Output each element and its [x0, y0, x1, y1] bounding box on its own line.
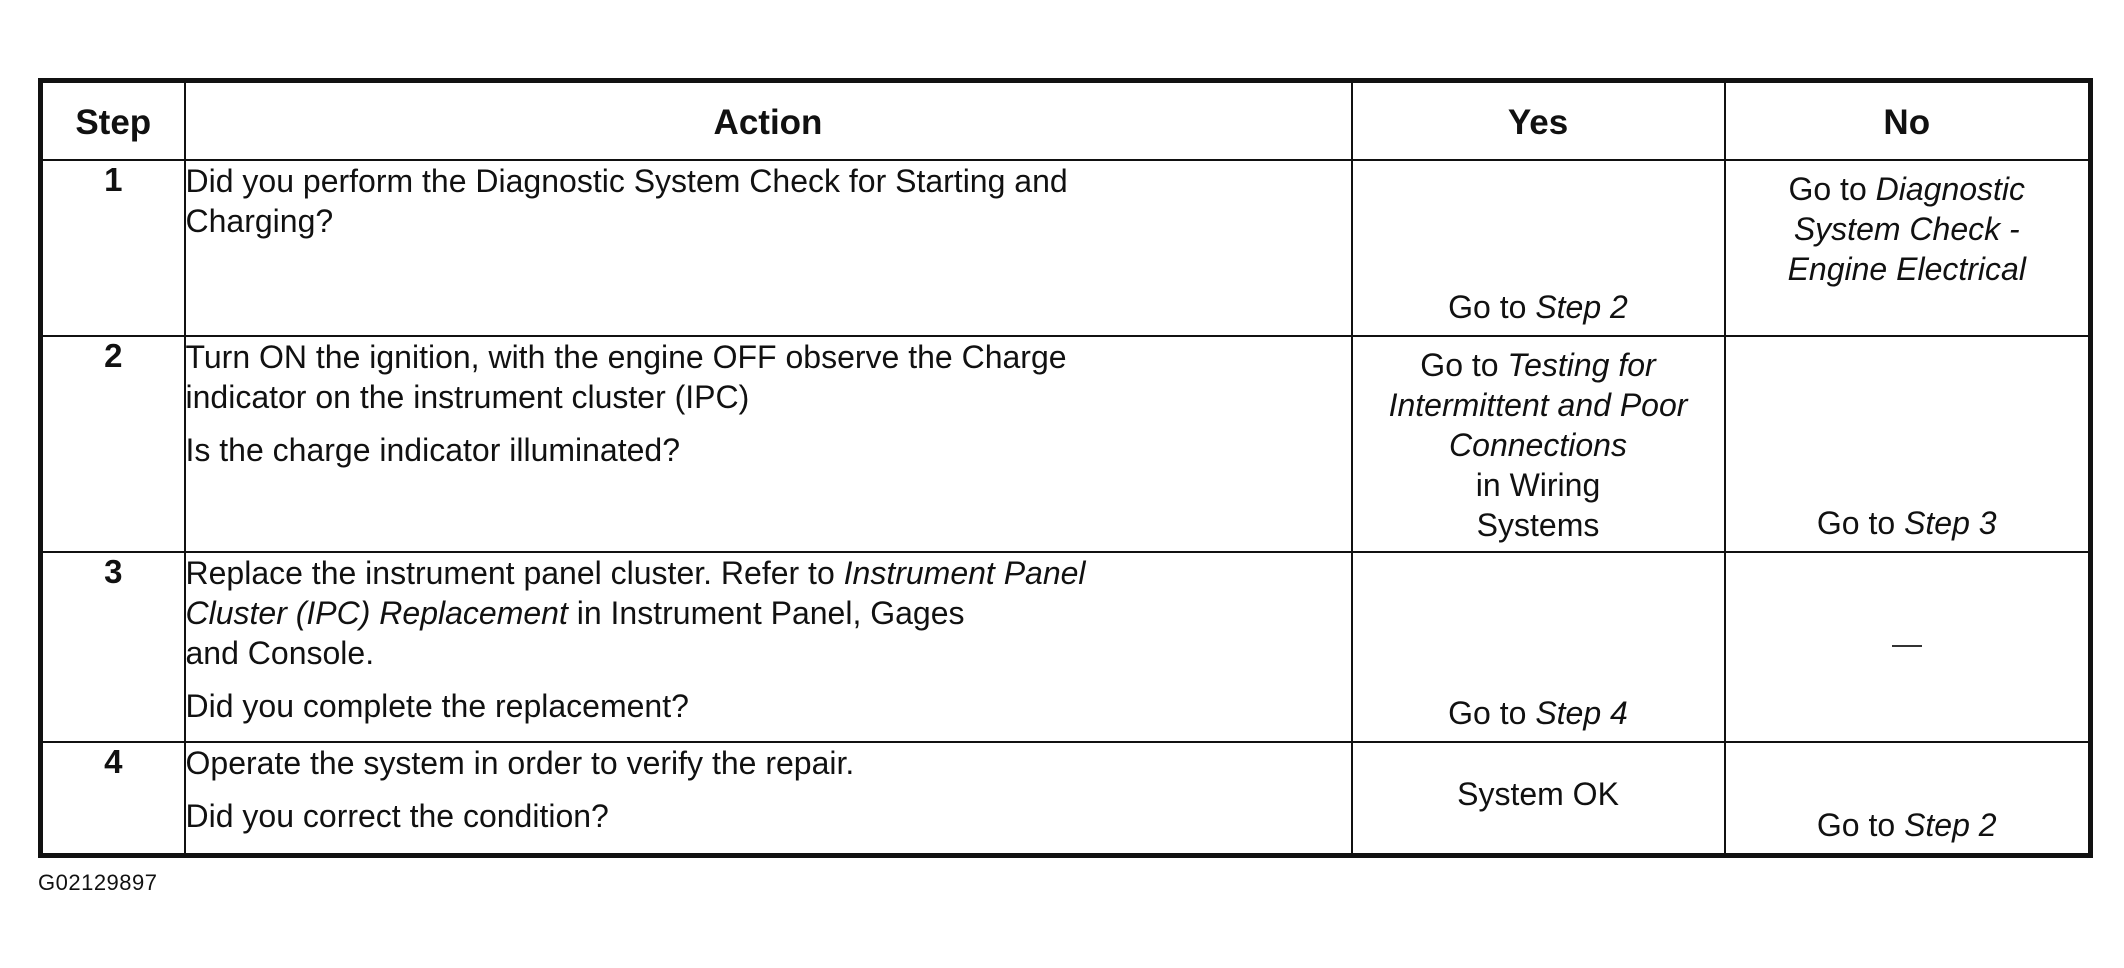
no-result: Go to Step 2	[1816, 807, 1997, 843]
action-text: Replace the instrument panel cluster. Refer to Instrument Panel	[185, 555, 1086, 591]
step-number: 4	[41, 742, 185, 856]
yes-cell	[1352, 160, 1725, 336]
no-cell	[1725, 552, 2091, 742]
action-question: Is the charge indicator illuminated?	[185, 432, 680, 468]
procedure-reference: Intermittent and Poor	[1388, 387, 1688, 423]
step-reference: Step 2	[1904, 807, 1997, 843]
header-step: Step	[41, 81, 185, 161]
action-text: Operate the system in order to verify the repair.	[185, 745, 855, 781]
header-row	[41, 81, 2091, 161]
action-cell	[185, 336, 1352, 552]
step-reference: Step 4	[1535, 695, 1628, 731]
yes-result: Go to Testing for Intermittent and Poor Connections in Wiring Systems	[1353, 337, 1724, 545]
yes-cell	[1352, 336, 1725, 552]
no-cell	[1725, 160, 2091, 336]
procedure-location: in Wiring	[1475, 467, 1601, 503]
header-yes: Yes	[1352, 81, 1725, 161]
no-cell	[1725, 336, 2091, 552]
yes-result: Go to Step 4	[1448, 695, 1628, 731]
procedure-reference: Connections	[1449, 427, 1627, 463]
header-no: No	[1725, 81, 2091, 161]
table-row	[41, 336, 2091, 552]
figure-id: G02129897	[38, 870, 158, 895]
no-result: Go to Step 3	[1816, 505, 1997, 541]
header-action: Action	[185, 81, 1352, 161]
action-cell	[185, 742, 1352, 856]
yes-result: System OK	[1457, 776, 1619, 812]
table-row	[41, 552, 2091, 742]
action-text: Turn ON the ignition, with the engine OFF observe the Charge	[185, 339, 1067, 375]
procedure-location: Systems	[1476, 507, 1600, 543]
procedure-reference: Testing for	[1507, 347, 1656, 383]
step-number: 3	[41, 552, 185, 742]
not-applicable-dash	[1892, 645, 1922, 647]
action-text: and Console.	[185, 635, 375, 671]
no-result	[1726, 623, 2089, 663]
procedure-reference: Cluster (IPC) Replacement	[185, 595, 568, 631]
no-cell	[1725, 742, 2091, 856]
step-number: 1	[41, 160, 185, 336]
action-text: Cluster (IPC) Replacement in Instrument Panel, Gages	[185, 595, 965, 631]
step-reference: Step 3	[1904, 505, 1997, 541]
table-row	[41, 160, 2091, 336]
step-reference: Step 2	[1535, 289, 1628, 325]
procedure-reference: Diagnostic	[1875, 171, 2026, 207]
no-result: Go to Diagnostic System Check - Engine Electrical	[1726, 161, 2089, 289]
procedure-reference: System Check -	[1793, 211, 2020, 247]
procedure-reference: Engine Electrical	[1787, 251, 2026, 287]
table-row	[41, 742, 2091, 856]
yes-cell	[1352, 742, 1725, 856]
action-question: Did you complete the replacement?	[185, 688, 689, 724]
yes-cell	[1352, 552, 1725, 742]
action-cell	[185, 552, 1352, 742]
action-text: indicator on the instrument cluster (IPC)	[185, 379, 750, 415]
diagnostic-table	[38, 78, 2093, 858]
action-question: Did you correct the condition?	[185, 798, 609, 834]
step-number: 2	[41, 336, 185, 552]
action-text: Charging?	[185, 203, 334, 239]
yes-result: Go to Step 2	[1448, 289, 1628, 325]
procedure-reference: Instrument Panel	[843, 555, 1086, 591]
action-cell	[185, 160, 1352, 336]
action-text: Did you perform the Diagnostic System Check for Starting and	[185, 163, 1068, 199]
